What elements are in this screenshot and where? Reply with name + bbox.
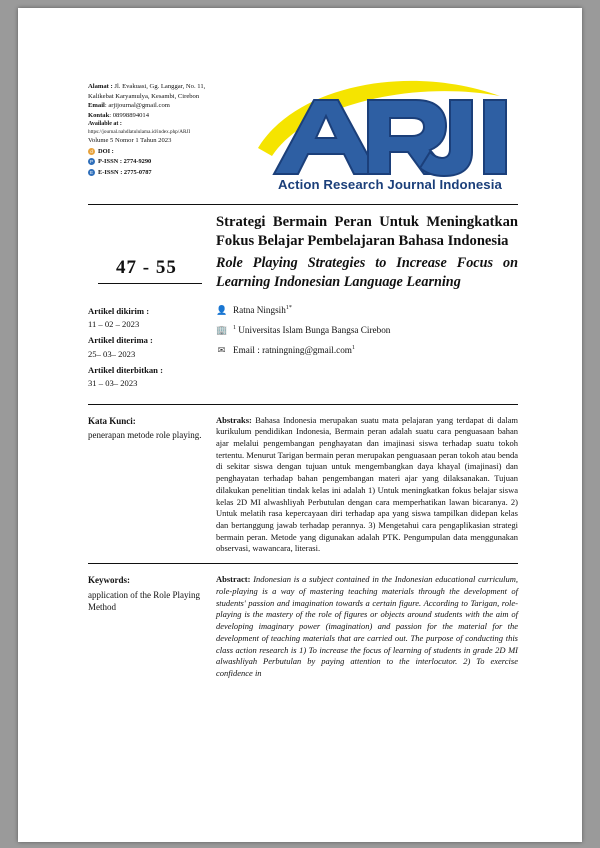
title-english: Role Playing Strategies to Increase Focus on Learning Indonesian Language Learning	[216, 255, 518, 290]
journal-metadata	[88, 82, 278, 177]
building-icon: 🏢	[216, 324, 228, 335]
doi-label: DOI :	[98, 147, 114, 155]
eissn-label: E-ISSN : 2775-0787	[98, 168, 152, 176]
title-indonesian: Strategi Bermain Peran Untuk Meningkatkan Fokus Belajar Pembelajaran Bahasa Indonesia	[216, 214, 518, 249]
journal-masthead	[88, 70, 518, 202]
abstract-english-row	[88, 564, 518, 687]
journal-url[interactable]: https://journal.nahdlatululama.id/index.php/ARJI	[88, 128, 191, 135]
dates-author-row	[88, 291, 518, 404]
author-name-line	[216, 305, 518, 316]
titles	[216, 213, 518, 291]
journal-tagline: Action Research Journal Indonesia	[278, 177, 502, 192]
author-email-line	[216, 345, 518, 356]
address-line-2: Kalikebat Karyamulya, Kesambi, Cirebon	[88, 92, 200, 100]
page-range: 47 - 55	[116, 257, 177, 278]
abstract-id-body: Bahasa Indonesia merupakan suatu mata pelajaran yang terdapat di dalam kurikulum pendidikan Indonesia, Bermain peran adalah suatu cara penguasaan bahan ajar melalui pengembangan penghayatan dan imajinasi siswa terhadap suatu tokoh tertentu. Menurut Tarigan bermain peran merupakan penguasaan peran tokoh atau benda di sekitar siswa dengan tujuan untuk mengembangkan daya khayal (imajinasi) dan penghayatan terhadap bahan pengembangan materi ajar yang dilaksanakan. Tujuan dilakukan penelitian tindak kelas ini adalah 1) Untuk meningkatkan fokus belajar siswa kelas 2D MI alwashliyah Perbutulan dengan cara memperhatikan lawan bicaranya. 2) Untuk melatih rasa kepercayaan diri terhadap apa yang siswa tampilkan didepan kelas dan bertanggung jawab terhadap perannya. 3) Mengetahui cara pengaplikasian strategi bermain peran. Metode yang digunakan adalah PTK. Pengumpulan data menggunakan observasi, wawancara, literasi.	[216, 414, 518, 554]
abstract-english-text	[216, 574, 518, 679]
abstract-indonesian-row	[88, 405, 518, 564]
pissn-label: P-ISSN : 2774-9290	[98, 158, 152, 166]
paper-content	[88, 70, 518, 688]
accepted-label: Artikel diterima :	[88, 335, 153, 346]
received-label: Artikel dikirim :	[88, 305, 150, 316]
abstract-id-lead: Abstraks:	[216, 414, 252, 425]
author-email-label: Email :	[233, 344, 263, 355]
eissn-row	[88, 168, 278, 177]
email-label: Email	[88, 102, 105, 110]
author-name-superscript: 1*	[285, 304, 292, 311]
keywords-en-text: application of the Role Playing Method	[88, 589, 200, 613]
keywords-indonesian	[88, 415, 216, 556]
abstract-en-body: Indonesian is a subject contained in the Indonesian educational curriculum, role-playing is a way of mastering teaching materials through the development of students' passion and imagination towards a certain figure. According to Tarigan, role-playing is the mastery of the role of figures or objects around students with the aim of developing imaginary power (imagination) and passion for the material for the development of teaching materials that are carried out. The purpose of conducting this class action research is 1) To increase the focus of learning of students in grade 2D MI alwashliyah Perbutulan by paying attention to the interlocutor. 2) To exercise confidence in	[216, 574, 518, 678]
mail-icon: ✉	[217, 344, 226, 355]
author-email-superscript: 1	[351, 344, 355, 351]
received-value: 11 – 02 – 2023	[88, 319, 140, 329]
abstract-en-lead: Abstract:	[216, 574, 251, 585]
keywords-id-text: penerapan metode role playing.	[88, 430, 202, 441]
page-range-block	[88, 213, 216, 291]
accepted-value: 25– 03– 2023	[88, 348, 136, 359]
page-range-underline	[98, 283, 202, 284]
available-label: Available at :	[88, 121, 122, 128]
paper-page	[18, 8, 582, 842]
author-email[interactable]: ratningning@gmail.com	[262, 344, 352, 355]
doi-row	[88, 147, 278, 156]
author-affiliation: Universitas Islam Bunga Bangsa Cirebon	[238, 324, 391, 335]
published-label: Artikel diterbitkan :	[88, 364, 163, 375]
keywords-en-heading: Keywords:	[88, 575, 130, 586]
address-line-1: Jl. Evakuasi, Gg. Langgar, No. 11,	[114, 83, 206, 90]
title-block	[88, 205, 518, 291]
eissn-icon: E	[89, 169, 94, 175]
contact-label: Kontak	[88, 111, 110, 119]
arji-logo	[254, 70, 522, 198]
contact-value: : 08998894014	[109, 111, 150, 119]
email-value: : arjijournal@gmail.com	[104, 102, 170, 110]
pissn-row	[88, 157, 278, 166]
volume-issue: Volume 5 Nomor 1 Tahun 2023	[88, 137, 172, 145]
doi-icon: d	[88, 148, 95, 155]
author-name: Ratna Ningsih	[233, 304, 286, 315]
person-icon: 👤	[216, 304, 228, 315]
abstract-indonesian-text	[216, 415, 518, 556]
published-value: 31 – 03– 2023	[88, 378, 138, 389]
keywords-id-heading: Kata Kunci:	[88, 415, 136, 426]
address-label: Alamat :	[88, 83, 113, 90]
author-block	[216, 305, 518, 394]
affiliation-superscript: 1	[233, 324, 236, 331]
keywords-english	[88, 574, 216, 679]
author-affiliation-line	[216, 325, 518, 336]
pissn-icon: P	[89, 159, 94, 165]
article-dates	[88, 305, 216, 394]
